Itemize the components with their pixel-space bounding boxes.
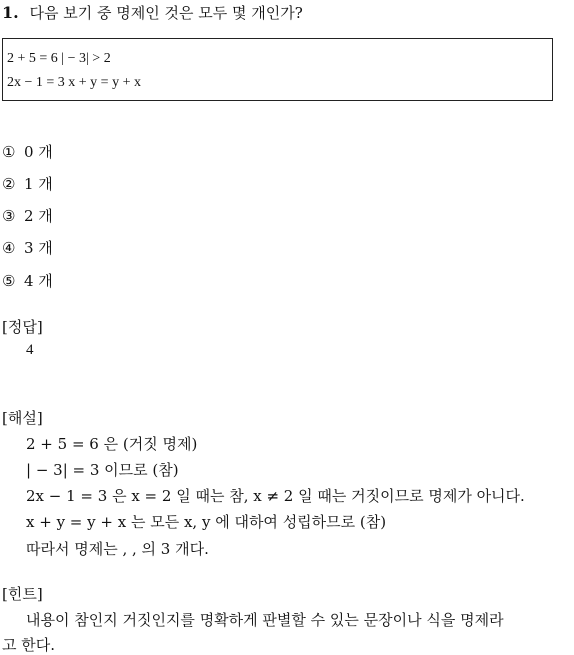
choice-4-mark: ④ bbox=[2, 239, 16, 257]
choice-2[interactable] bbox=[2, 173, 53, 194]
choice-2-label: 1 개 bbox=[24, 175, 53, 193]
choice-1[interactable] bbox=[2, 141, 53, 162]
hint-line-2: 고 한다. bbox=[2, 636, 56, 654]
example-line-2: 2x − 1 = 3 x + y = y + x bbox=[7, 75, 141, 90]
choice-5-label: 4 개 bbox=[24, 272, 53, 290]
question-text: 다음 보기 중 명제인 것은 모두 몇 개인가? bbox=[29, 4, 303, 22]
answer-heading: [정답] bbox=[2, 318, 43, 336]
question-header bbox=[2, 2, 303, 23]
explanation-line-3: 2x − 1 = 3 은 x = 2 일 때는 참, x ≠ 2 일 때는 거짓이므로 명제가 아니다. bbox=[26, 487, 525, 505]
choice-4-label: 3 개 bbox=[24, 239, 53, 257]
explanation-line-2: | − 3| = 3 이므로 (참) bbox=[26, 461, 179, 479]
choice-2-mark: ② bbox=[2, 175, 16, 193]
choice-4[interactable] bbox=[2, 237, 53, 258]
hint-heading: [힌트] bbox=[2, 585, 43, 603]
answer-value: 4 bbox=[26, 342, 34, 358]
question-number: 1. bbox=[2, 3, 19, 22]
choice-3-mark: ③ bbox=[2, 207, 16, 225]
example-box bbox=[2, 38, 553, 101]
explanation-line-1: 2 + 5 = 6 은 (거짓 명제) bbox=[26, 435, 198, 453]
choice-3[interactable] bbox=[2, 205, 53, 226]
choice-5-mark: ⑤ bbox=[2, 272, 16, 290]
choice-5[interactable] bbox=[2, 270, 53, 291]
explanation-heading: [해설] bbox=[2, 409, 43, 427]
explanation-line-4: x + y = y + x 는 모든 x, y 에 대하여 성립하므로 (참) bbox=[26, 513, 387, 531]
explanation-line-5: 따라서 명제는 , , 의 3 개다. bbox=[26, 540, 209, 558]
choice-3-label: 2 개 bbox=[24, 207, 53, 225]
choice-1-mark: ① bbox=[2, 143, 16, 161]
choice-1-label: 0 개 bbox=[24, 143, 53, 161]
example-line-1: 2 + 5 = 6 | − 3| > 2 bbox=[7, 51, 111, 66]
hint-line-1: 내용이 참인지 거짓인지를 명확하게 판별할 수 있는 문장이나 식을 명제라 bbox=[26, 611, 504, 629]
